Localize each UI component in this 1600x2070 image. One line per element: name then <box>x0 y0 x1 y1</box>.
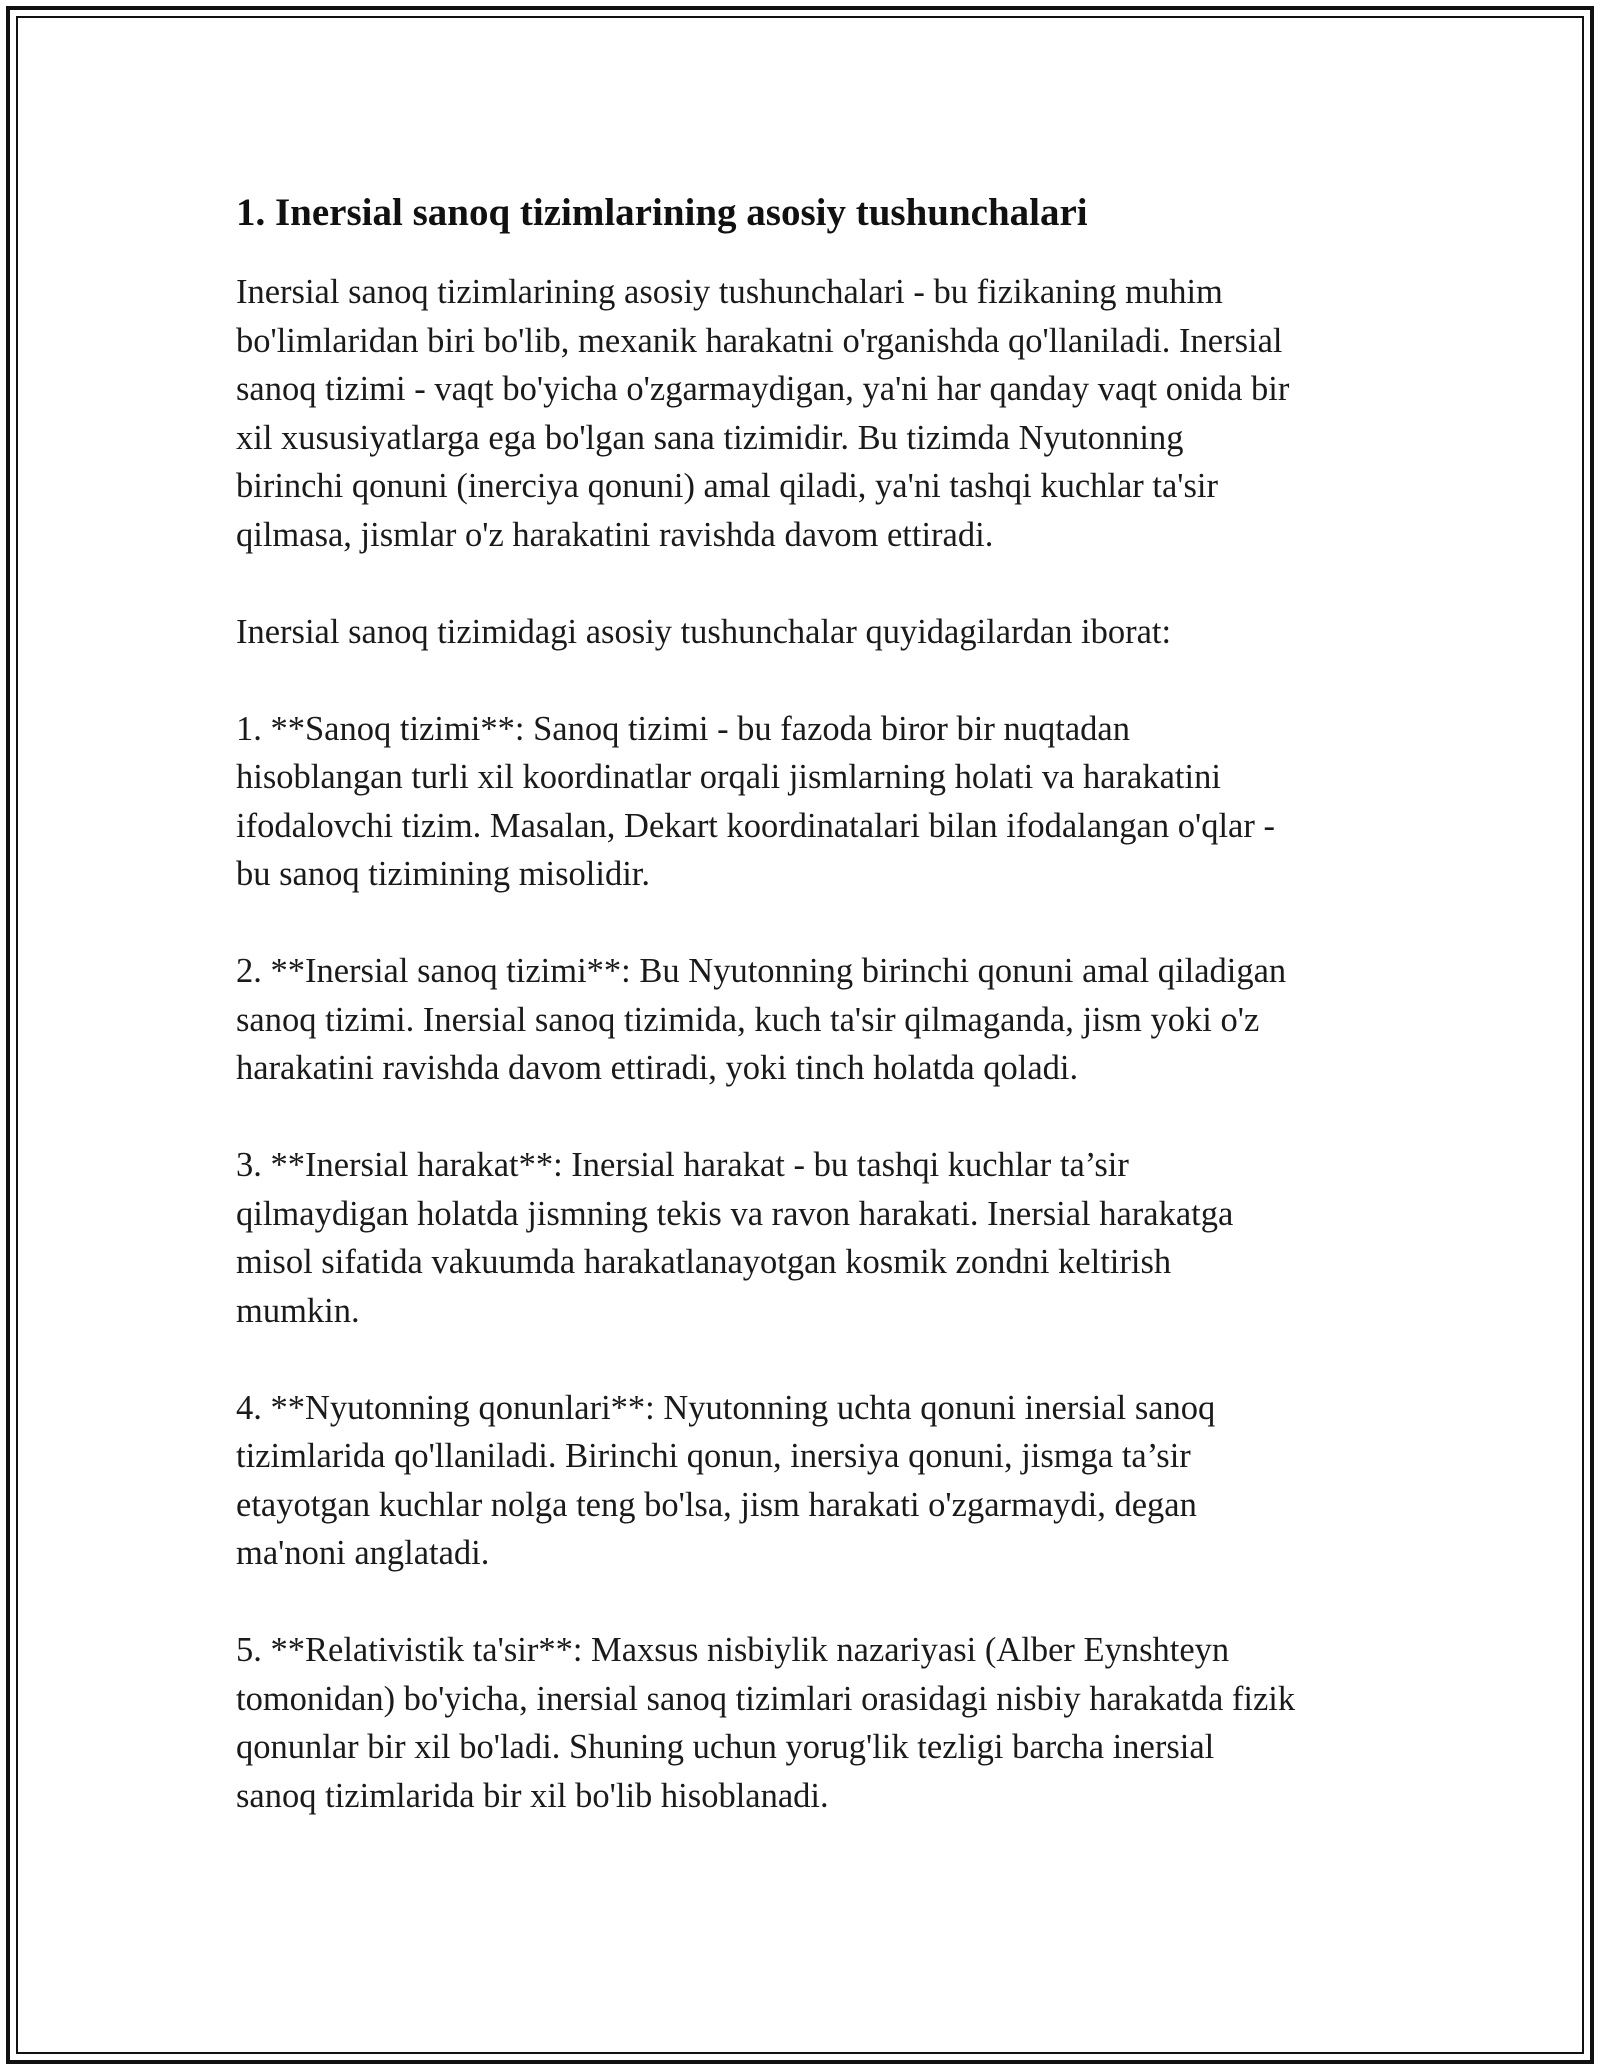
paragraph-spacer <box>236 1093 1376 1142</box>
paragraph-spacer <box>236 1335 1376 1384</box>
intro-paragraph: Inersial sanoq tizimlarining asosiy tushunchalari - bu fizikaning muhim bo'limlaridan biri bo'lib, mexanik harakatni o'rganishda qo'llaniladi. Inersial sanoq tizimi - vaqt bo'yicha o'zgarmaydigan, ya'ni har qanday vaqt onida bir xil xususiyatlarga ega bo'lgan sana tizimidir. Bu tizimda Nyutonning birinchi qonuni (inerciya qonuni) amal qiladi, ya'ni tashqi kuchlar ta'sir qilmasa, jismlar o'z harakatini ravishda davom ettiradi. <box>236 273 1290 554</box>
document-title: 1. Inersial sanoq tizimlarining asosiy tushunchalari <box>236 191 1088 234</box>
paragraph-spacer <box>236 559 1376 608</box>
list-item-3: 3. **Inersial harakat**: Inersial harakat - bu tashqi kuchlar ta’sir qilmaydigan holatda jismning tekis va ravon harakati. Inersial harakatga misol sifatida vakuumda harakatlanayotgan kosmik zondni keltirish mumkin. <box>236 1146 1234 1330</box>
list-item-2: 2. **Inersial sanoq tizimi**: Bu Nyutonning birinchi qonuni amal qiladigan sanoq tizimi. Inersial sanoq tizimida, kuch ta'sir qilmaganda, jism yoki o'z harakatini ravishda davom ettiradi, yoki tinch holatda qoladi. <box>236 952 1287 1087</box>
paragraph-spacer <box>236 1578 1376 1627</box>
list-item-1: 1. **Sanoq tizimi**: Sanoq tizimi - bu fazoda biror bir nuqtadan hisoblangan turli xil koordinatlar orqali jismlarning holati va harakatini ifodalovchi tizim. Masalan, Dekart koordinatalari bilan ifodalangan o'qlar - bu sanoq tizimining misolidir. <box>236 709 1275 893</box>
document-body <box>236 188 1376 1820</box>
list-item-4: 4. **Nyutonning qonunlari**: Nyutonning uchta qonuni inersial sanoq tizimlarida qo'llaniladi. Birinchi qonun, inersiya qonuni, jismga ta’sir etayotgan kuchlar nolga teng bo'lsa, jism harakati o'zgarmaydi, degan ma'noni anglatadi. <box>236 1388 1216 1572</box>
list-item-5: 5. **Relativistik ta'sir**: Maxsus nisbiylik nazariyasi (Alber Eynshteyn tomonidan) bo'yicha, inersial sanoq tizimlari orasidagi nisbiy harakatda fizik qonunlar bir xil bo'ladi. Shuning uchun yorug'lik tezligi barcha inersial sanoq tizimlarida bir xil bo'lib hisoblanadi. <box>236 1631 1296 1815</box>
list-intro-paragraph: Inersial sanoq tizimidagi asosiy tushunchalar quyidagilardan iborat: <box>236 612 1172 651</box>
paragraph-spacer <box>236 656 1376 705</box>
paragraph-spacer <box>236 899 1376 948</box>
